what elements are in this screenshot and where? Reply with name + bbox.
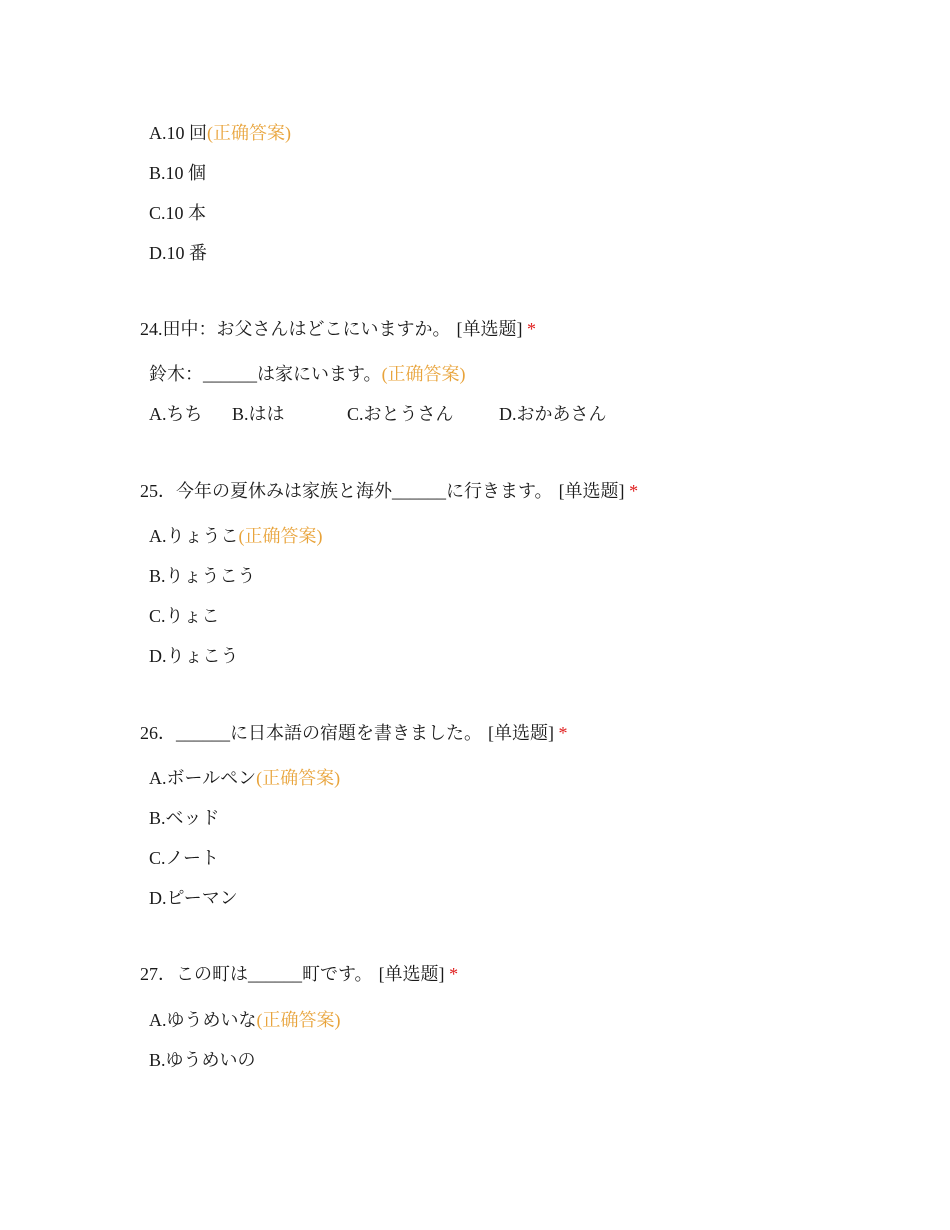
q26-title (140, 721, 568, 745)
q25-option-d[interactable] (149, 644, 239, 668)
option-text: C.りょこ (149, 606, 220, 626)
q23-option-a[interactable] (149, 121, 291, 145)
option-text: D.りょこう (149, 646, 239, 666)
q27-option-b[interactable] (149, 1048, 256, 1072)
q26-option-a[interactable] (149, 766, 340, 790)
question-number: 25． (140, 481, 176, 501)
q25-option-b[interactable] (149, 564, 256, 588)
q24-option-d[interactable] (499, 402, 607, 426)
required-mark: * (629, 481, 639, 501)
required-mark: * (527, 319, 536, 339)
option-text: B.ゆうめいの (149, 1050, 256, 1070)
q25-option-c[interactable] (149, 604, 220, 628)
q26-option-b[interactable] (149, 806, 220, 830)
q24-dialogue-line (149, 362, 466, 386)
question-text: ______に日本語の宿題を書きました。 (176, 723, 482, 743)
q25-option-a[interactable] (149, 524, 323, 548)
correct-answer-label: (正确答案) (207, 123, 291, 143)
q23-option-d[interactable] (149, 241, 207, 265)
correct-answer-label: (正确答案) (381, 364, 466, 384)
q27-title (140, 962, 458, 986)
option-text: B.はは (232, 404, 285, 424)
option-text: A.ゆうめいな (149, 1010, 257, 1030)
q24-option-a[interactable] (149, 402, 203, 426)
option-text: B.10 個 (149, 163, 207, 183)
option-text: C.ノート (149, 848, 219, 868)
option-text: C.おとうさん (347, 404, 454, 424)
option-text: D.おかあさん (499, 404, 607, 424)
question-number: 26． (140, 723, 176, 743)
option-text: B.りょうこう (149, 566, 256, 586)
q23-option-c[interactable] (149, 201, 206, 225)
question-number: 27． (140, 964, 176, 984)
option-text: A.10 回 (149, 123, 207, 143)
q26-option-d[interactable] (149, 886, 238, 910)
q24-option-b[interactable] (232, 402, 285, 426)
question-text: 田中：お父さんはどこにいますか。 (162, 319, 451, 339)
correct-answer-label: (正确答案) (256, 1010, 341, 1030)
question-text: この町は______町です。 (176, 964, 373, 984)
question-text: 今年の夏休みは家族と海外______に行きます。 (176, 481, 553, 501)
q26-option-c[interactable] (149, 846, 219, 870)
correct-answer-label: (正确答案) (238, 526, 323, 546)
required-mark: * (558, 723, 568, 743)
q25-title (140, 479, 638, 503)
q24-title (140, 317, 536, 341)
question-type: [单选题] (456, 319, 523, 339)
q23-option-b[interactable] (149, 161, 206, 185)
required-mark: * (449, 964, 459, 984)
question-type: [单选题] (558, 481, 625, 501)
question-number: 24. (140, 319, 163, 339)
question-type: [单选题] (488, 723, 554, 743)
dialogue-text: 鈴木：______は家にいます。 (149, 364, 382, 384)
q24-option-c[interactable] (347, 402, 454, 426)
option-text: A.りょうこ (149, 526, 239, 546)
option-text: C.10 本 (149, 203, 207, 223)
option-text: A.ボールペン (149, 768, 257, 788)
option-text: A.ちち (149, 404, 203, 424)
option-text: D.10 番 (149, 243, 207, 263)
q27-option-a[interactable] (149, 1008, 341, 1032)
option-text: B.ベッド (149, 808, 220, 828)
option-text: D.ピーマン (149, 888, 238, 908)
correct-answer-label: (正确答案) (256, 768, 341, 788)
question-type: [单选题] (378, 964, 445, 984)
